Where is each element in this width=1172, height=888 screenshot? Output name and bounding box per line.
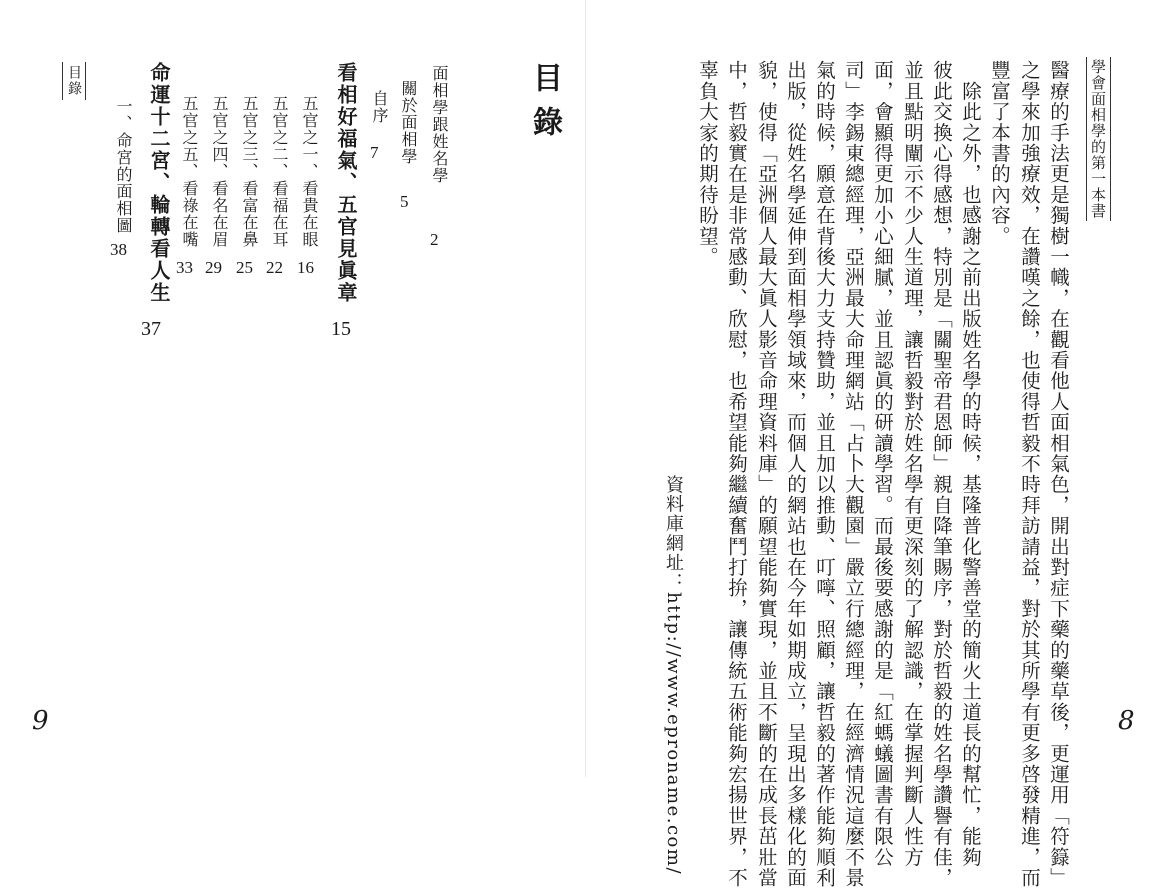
text-column: 貌，使得「亞洲個人最大眞人影音命理資料庫」的願望能夠實現，並且不斷的在成長茁壯當 (755, 60, 778, 888)
toc-entry-page: 15 (331, 318, 351, 340)
text-column: 面，會顯得更加小心細膩，並且認眞的研讀學習。而最後要感謝的是「紅螞蟻圖書有限公 (871, 60, 894, 868)
left-page (0, 0, 586, 777)
toc-entry-title: 一、命宮的面相圖 (114, 98, 133, 234)
page-divider (585, 0, 586, 777)
toc-entry-title: 命運十二宮、輪轉看人生 (147, 62, 171, 304)
running-header-left: 目錄 (62, 62, 86, 100)
toc-entry-page: 37 (141, 318, 161, 340)
text-column: 司」李錫東總經理，亞洲最大命理網站「占卜大觀園」嚴立行總經理，在經濟情況這麼不景 (842, 60, 865, 888)
text-column: 醫療的手法更是獨樹一幟，在觀看他人面相氣色，開出對症下藥的藥草後，更運用「符籙」 (1047, 60, 1070, 888)
toc-entry-title: 面相學跟姓名學 (430, 65, 449, 184)
text-column: 之學來加強療效，在讚嘆之餘，也使得哲毅不時拜訪請益，對於其所學有更多啓發精進，而 (1018, 60, 1041, 888)
toc-entry-title: 自序 (370, 90, 389, 124)
toc-title: 目錄 (527, 62, 562, 150)
text-column: 並且點明闡示不少人生道理，讓哲毅對於姓名學有更深刻的了解認識，在掌握判斷人性方 (901, 60, 924, 868)
text-column: 彼此交換心得感想，特別是「關聖帝君恩師」親自降筆賜序，對於哲毅的姓名學讚譽有佳， (930, 60, 953, 888)
toc-entry-title: 五官之五、看祿在嘴 (180, 95, 199, 248)
database-url: 資料庫網址：http://www.eproname.com/ (663, 475, 684, 876)
text-column: 中，哲毅實在是非常感動、欣慰，也希望能夠繼續奮鬥打拚，讓傳統五術能夠宏揚世界，不 (725, 60, 748, 888)
toc-entry-page: 25 (236, 258, 253, 277)
toc-entry-title: 五官之二、看福在耳 (270, 95, 289, 248)
page-number-left: 9 (32, 706, 49, 736)
toc-entry-page: 22 (266, 258, 283, 277)
toc-entry-page: 5 (400, 192, 409, 211)
toc-entry-title: 看相好福氣、五官見眞章 (334, 62, 358, 304)
page-number-right: 8 (1118, 706, 1135, 736)
text-column: 豐富了本書的內容。 (988, 60, 1011, 247)
text-column: 除此之外，也感謝之前出版姓名學的時候，基隆普化警善堂的簡火土道長的幫忙，能夠 (959, 60, 982, 868)
toc-entry-title: 五官之四、看名在眉 (210, 95, 229, 248)
toc-entry-title: 五官之三、看富在鼻 (240, 95, 259, 248)
text-column: 氣的時候，願意在背後大力支持贊助，並且加以推動、叮嚀、照顧，讓哲毅的著作能夠順利 (813, 60, 836, 888)
running-header-right: 學會面相學的第一本書 (1086, 57, 1111, 221)
toc-entry-page: 29 (205, 258, 222, 277)
toc-entry-page: 33 (176, 258, 193, 277)
toc-entry-title: 關於面相學 (399, 80, 418, 165)
toc-entry-page: 7 (370, 143, 379, 162)
toc-entry-page: 16 (297, 258, 314, 277)
toc-entry-page: 38 (110, 240, 127, 259)
text-column: 辜負大家的期待盼望。 (696, 60, 719, 267)
text-column: 出版，從姓名學延伸到面相學領域來，而個人的網站也在今年如期成立，呈現出多樣化的面 (784, 60, 807, 888)
toc-entry-title: 五官之一、看貴在眼 (300, 95, 319, 248)
toc-entry-page: 2 (430, 230, 439, 249)
